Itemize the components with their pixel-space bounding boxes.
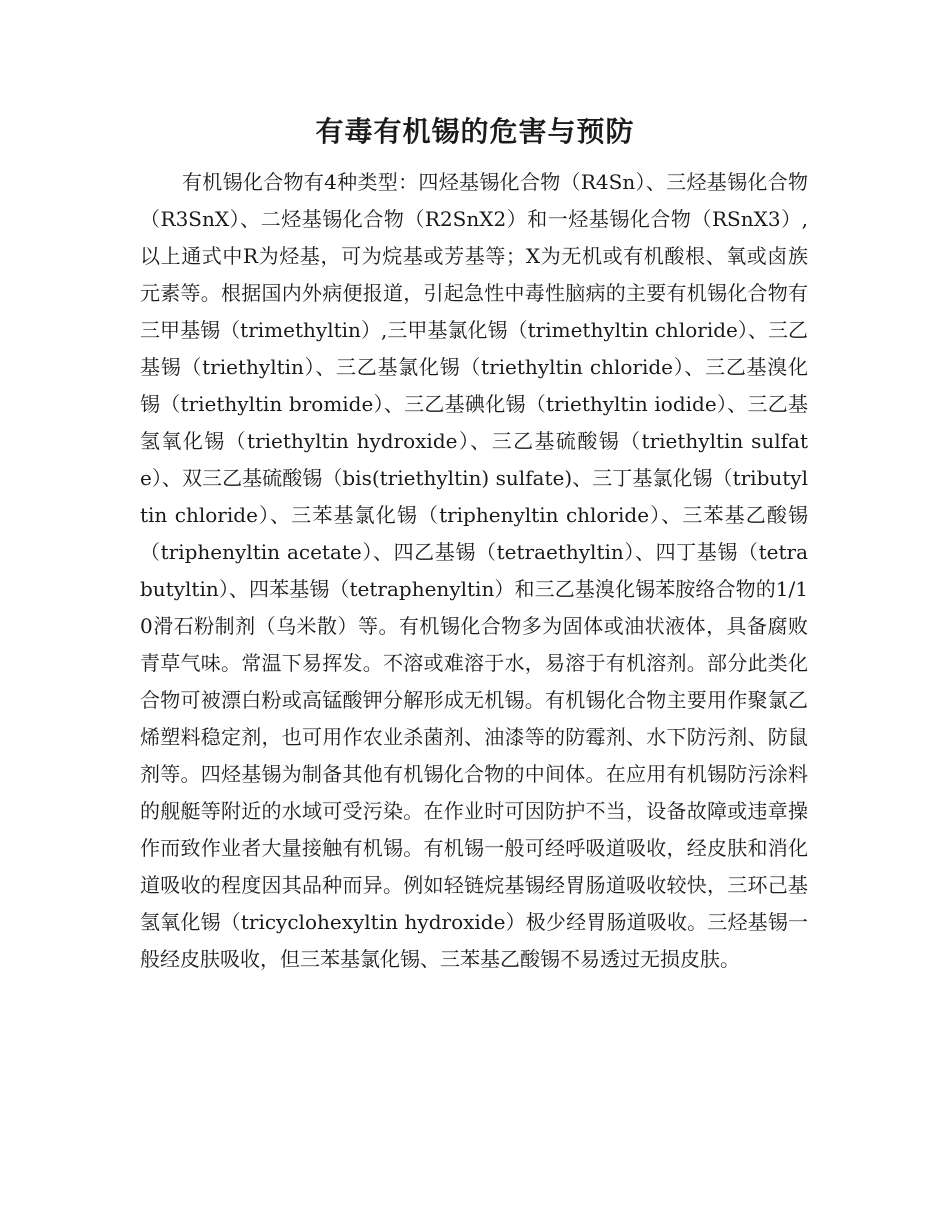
document-title: 有毒有机锡的危害与预防: [315, 115, 635, 148]
body-paragraph: 有机锡化合物有4种类型：四烃基锡化合物（R4Sn）、三烃基锡化合物（R3SnX）、二烃基锡化合物（R2SnX2）和一烃基锡化合物（RSnX3）,以上通式中R为烃基，可为烷基或芳基等；X为无机或有机酸根、氧或卤族元素等。根据国内外病便报道，引起急性中毒性脑病的主要有机锡化合物有三甲基锡（trimethyltin）,三甲基氯化锡（trimethyltin chloride）、三乙基锡（triethyltin）、三乙基氯化锡（triethyltin chloride）、三乙基溴化锡（triethyltin bromide）、三乙基碘化锡（triethyltin iodide）、三乙基氢氧化锡（triethyltin hydroxide）、三乙基硫酸锡（triethyltin sulfate）、双三乙基硫酸锡（bis(triethyltin) sulfate)、三丁基氯化锡（tributyltin chloride）、三苯基氯化锡（triphenyltin chloride）、三苯基乙酸锡（triphenyltin acetate）、四乙基锡（tetraethyltin）、四丁基锡（tetrabutyltin）、四苯基锡（tetraphenyltin）和三乙基溴化锡苯胺络合物的1/10滑石粉制剂（乌米散）等。有机锡化合物多为固体或油状液体，具备腐败青草气味。常温下易挥发。不溶或难溶于水，易溶于有机溶剂。部分此类化合物可被漂白粉或高锰酸钾分解形成无机锡。有机锡化合物主要用作聚氯乙烯塑料稳定剂，也可用作农业杀菌剂、油漆等的防霉剂、水下防污剂、防鼠剂等。四烃基锡为制备其他有机锡化合物的中间体。在应用有机锡防污涂料的舰艇等附近的水域可受污染。在作业时可因防护不当，设备故障或违章操作而致作业者大量接触有机锡。有机锡一般可经呼吸道吸收，经皮肤和消化道吸收的程度因其品种而异。例如轻链烷基锡经胃肠道吸收较快，三环己基氢氧化锡（tricyclohexyltin hydroxide）极少经胃肠道吸收。三烃基锡一般经皮肤吸收，但三苯基氯化锡、三苯基乙酸锡不易透过无损皮肤。: [140, 170, 808, 971]
